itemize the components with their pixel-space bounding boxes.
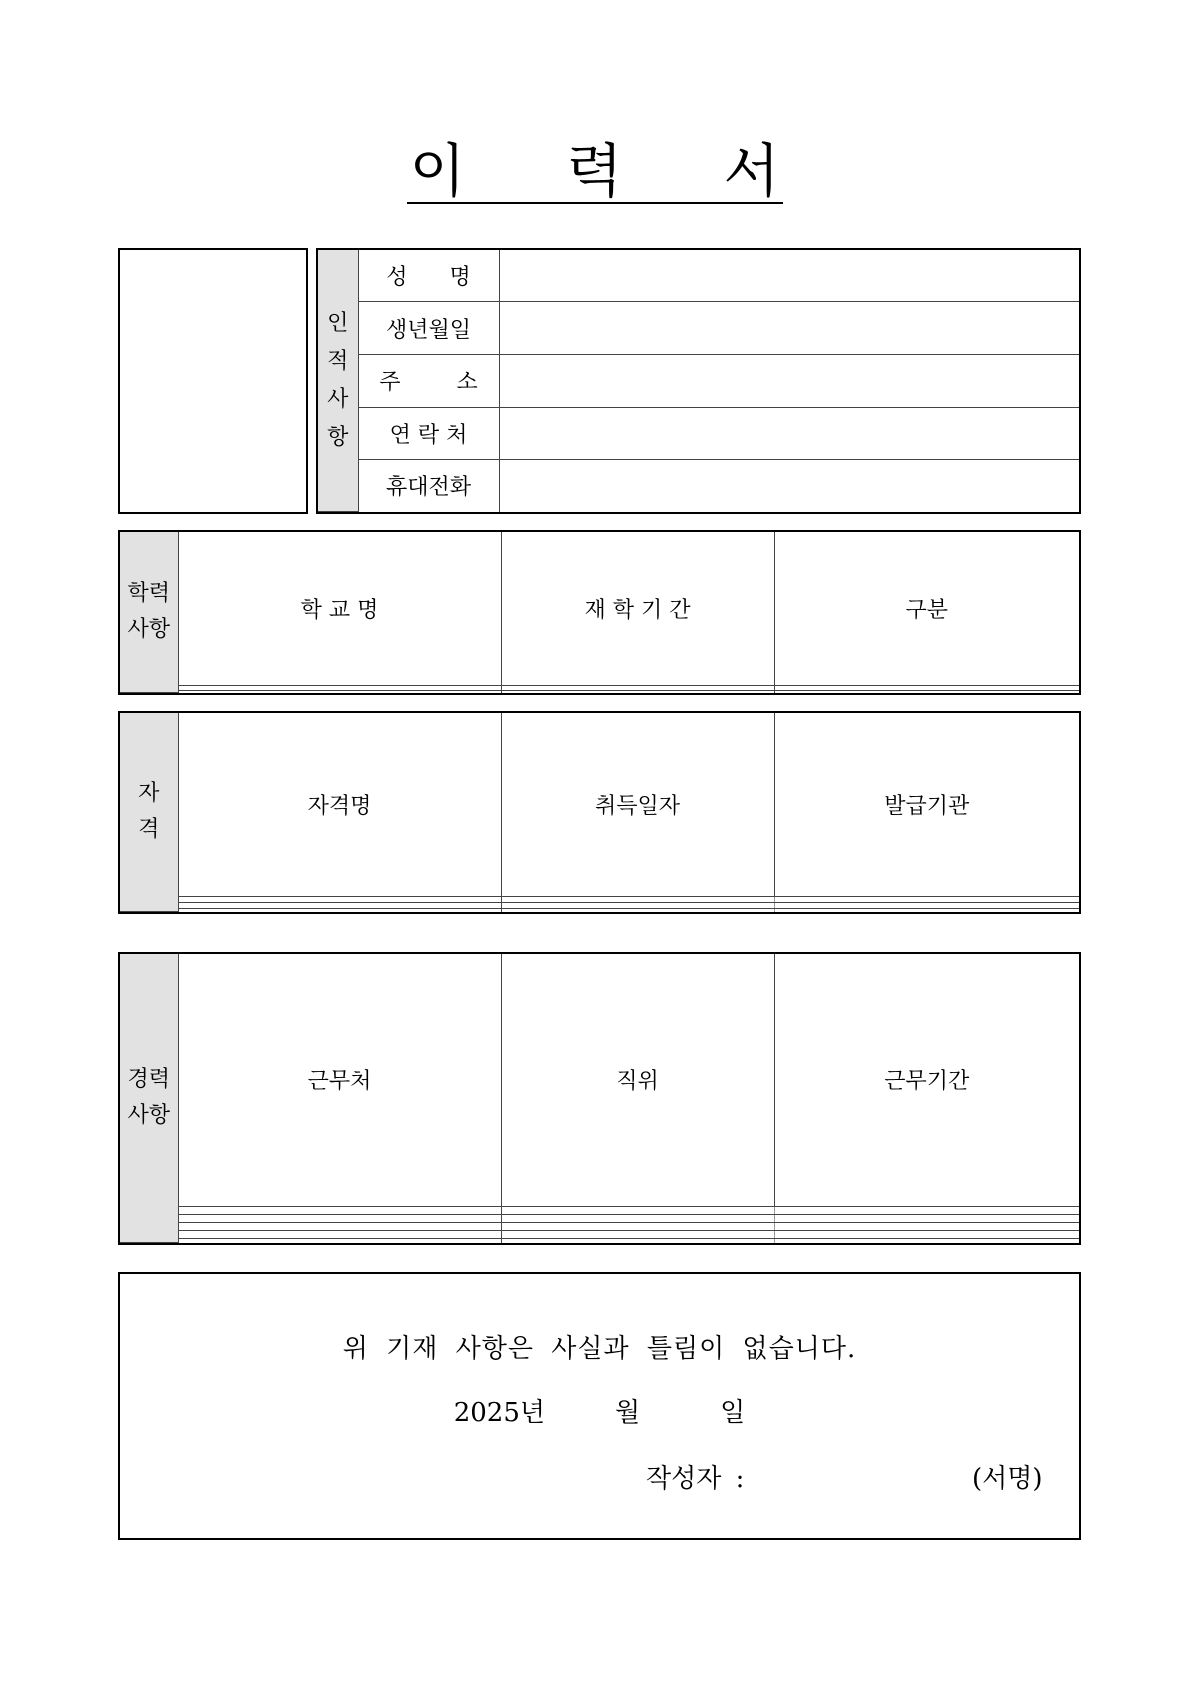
qualification-header-issuer: 발급기관: [774, 713, 1079, 897]
field-label-birthdate: 생년월일: [358, 302, 499, 355]
education-section-label: [120, 532, 178, 693]
qualification-section: [118, 711, 1081, 914]
title-char: 서: [723, 137, 781, 205]
field-label-address: 주 소: [358, 354, 499, 407]
signature-label: (서명): [972, 1464, 1043, 1494]
personal-info-section: [316, 248, 1081, 514]
career-header-position: 직위: [501, 954, 774, 1206]
table-cell[interactable]: [178, 1222, 501, 1230]
table-cell[interactable]: [501, 1222, 774, 1230]
table-row: [120, 1230, 1079, 1238]
table-cell[interactable]: [774, 1238, 1079, 1242]
education-section: [118, 530, 1081, 695]
field-label-contact: 연 락 처: [358, 407, 499, 460]
table-cell[interactable]: [501, 690, 774, 692]
field-input-address[interactable]: [499, 354, 1079, 407]
date-day: 일: [720, 1398, 746, 1428]
qualification-header-name: 자격명: [178, 713, 501, 897]
table-row: [120, 690, 1079, 692]
qualification-table: [120, 713, 1079, 912]
section-label-line: 사항: [127, 617, 170, 642]
personal-info-table: [318, 250, 1079, 512]
table-cell[interactable]: [501, 1230, 774, 1238]
table-cell[interactable]: [501, 1238, 774, 1242]
table-row: [120, 1206, 1079, 1214]
qualification-header-date: 취득일자: [501, 713, 774, 897]
declaration-section: [118, 1272, 1081, 1540]
title-char: 력: [566, 137, 624, 205]
table-row: [120, 908, 1079, 911]
table-cell[interactable]: [501, 908, 774, 911]
career-section-label: [120, 954, 178, 1243]
author-label: 작성자 :: [646, 1464, 745, 1494]
table-row: [120, 1238, 1079, 1242]
table-cell[interactable]: [178, 1214, 501, 1222]
table-cell[interactable]: [774, 1214, 1079, 1222]
table-cell[interactable]: [178, 1206, 501, 1214]
qualification-section-label: [120, 713, 178, 912]
table-cell[interactable]: [501, 1214, 774, 1222]
table-cell[interactable]: [774, 1230, 1079, 1238]
table-cell[interactable]: [501, 1206, 774, 1214]
declaration-date: [120, 1392, 1079, 1429]
field-label-mobile: 휴대전화: [358, 460, 499, 512]
section-label-line: 학력: [127, 581, 170, 606]
photo-box[interactable]: [118, 248, 308, 514]
section-label-line: 경력: [127, 1067, 170, 1092]
table-cell[interactable]: [774, 908, 1079, 911]
career-header-period: 근무기간: [774, 954, 1079, 1206]
page-title: [0, 137, 1190, 205]
field-input-contact[interactable]: [499, 407, 1079, 460]
field-label-name: 성 명: [358, 250, 499, 302]
table-row: [120, 1222, 1079, 1230]
date-year: 2025년: [453, 1398, 546, 1428]
section-label-char: 사: [327, 386, 349, 412]
personal-section-label: [318, 250, 358, 512]
section-label-char: 항: [327, 424, 349, 450]
field-input-name[interactable]: [499, 250, 1079, 302]
section-label-line: 사항: [127, 1103, 170, 1128]
section-label-char: 인: [327, 310, 349, 336]
career-section: [118, 952, 1081, 1245]
table-cell[interactable]: [774, 1206, 1079, 1214]
field-input-mobile[interactable]: [499, 460, 1079, 512]
education-header-period: 재 학 기 간: [501, 532, 774, 685]
table-cell[interactable]: [178, 1230, 501, 1238]
title-char: 이: [409, 137, 467, 205]
education-header-school: 학 교 명: [178, 532, 501, 685]
education-header-type: 구분: [774, 532, 1079, 685]
declaration-statement: 위 기재 사항은 사실과 틀림이 없습니다.: [342, 1334, 857, 1364]
career-header-workplace: 근무처: [178, 954, 501, 1206]
table-cell[interactable]: [774, 690, 1079, 692]
table-row: [120, 1214, 1079, 1222]
date-month: 월: [615, 1398, 641, 1428]
table-cell[interactable]: [178, 1238, 501, 1242]
section-label-char: 격: [138, 817, 160, 842]
section-label-char: 자: [138, 781, 160, 806]
education-table: [120, 532, 1079, 693]
table-cell[interactable]: [178, 690, 501, 692]
table-cell[interactable]: [178, 908, 501, 911]
section-label-char: 적: [327, 348, 349, 374]
field-input-birthdate[interactable]: [499, 302, 1079, 355]
table-cell[interactable]: [774, 1222, 1079, 1230]
career-table: [120, 954, 1079, 1243]
